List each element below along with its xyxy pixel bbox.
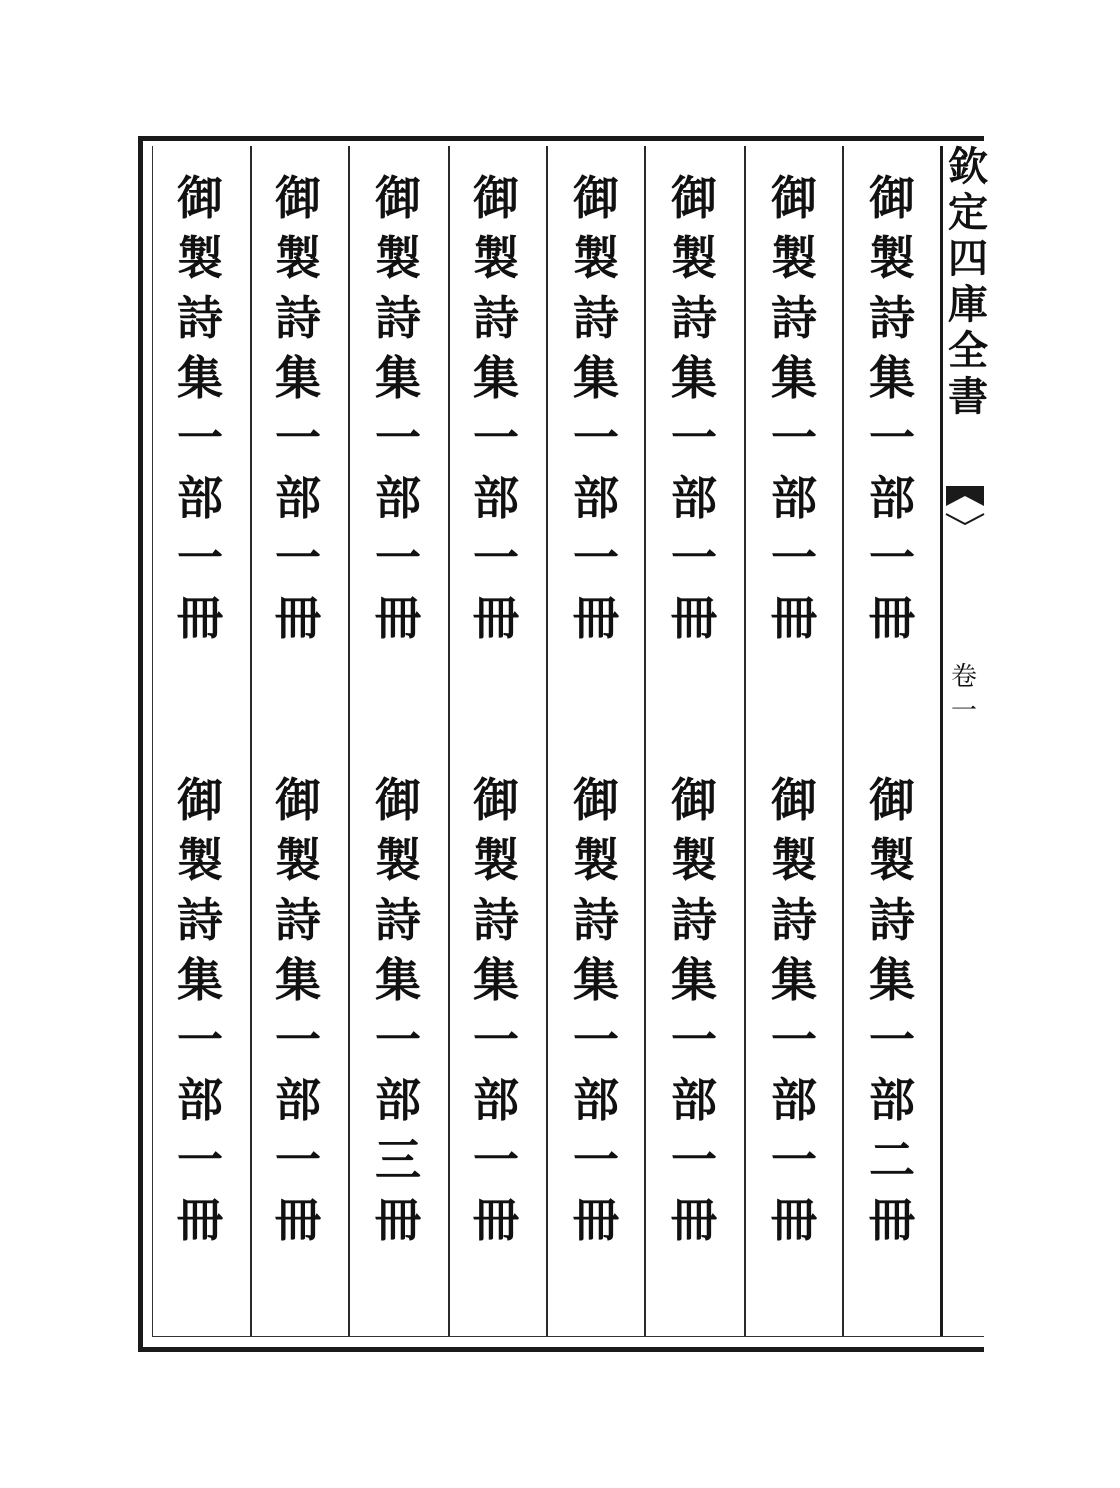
entry-char: 一 <box>177 1133 223 1187</box>
entry-char: 一 <box>177 411 223 465</box>
entry-top-column <box>662 168 726 648</box>
entry-bottom-column <box>464 770 528 1250</box>
entry-char: 部 <box>671 1073 717 1127</box>
entry-char: 詩 <box>375 291 421 345</box>
entry-char: 一 <box>771 411 817 465</box>
entry-char: 部 <box>671 471 717 525</box>
entry-char: 集 <box>671 351 717 405</box>
entry-char: 一 <box>771 531 817 585</box>
entry-bottom-column <box>266 770 330 1250</box>
entry-char: 冊 <box>671 1193 717 1247</box>
entry-top-column <box>266 168 330 648</box>
entry-char: 一 <box>869 411 915 465</box>
entry-char: 一 <box>869 531 915 585</box>
title-char: 欽 <box>948 143 988 190</box>
entry-char: 詩 <box>573 893 619 947</box>
entry-char: 一 <box>771 1013 817 1067</box>
entry-char: 一 <box>275 531 321 585</box>
entry-char: 一 <box>473 1133 519 1187</box>
inner-bottom-rule <box>152 1336 984 1337</box>
entry-char: 製 <box>771 833 817 887</box>
entry-char: 一 <box>375 411 421 465</box>
entry-char: 御 <box>671 171 717 225</box>
entry-char: 三 <box>375 1133 421 1187</box>
entry-char: 集 <box>275 351 321 405</box>
entry-bottom-column <box>564 770 628 1250</box>
entry-char: 詩 <box>573 291 619 345</box>
entry-char: 集 <box>771 953 817 1007</box>
entry-char: 冊 <box>473 1193 519 1247</box>
column-rule <box>448 146 450 1336</box>
entry-char: 製 <box>869 833 915 887</box>
entry-char: 部 <box>771 471 817 525</box>
entry-char: 集 <box>375 953 421 1007</box>
entry-char: 集 <box>275 953 321 1007</box>
entry-char: 冊 <box>375 1193 421 1247</box>
entry-char: 部 <box>771 1073 817 1127</box>
entry-char: 冊 <box>275 1193 321 1247</box>
entry-char: 御 <box>573 171 619 225</box>
entry-char: 詩 <box>177 291 223 345</box>
title-char: 定 <box>948 189 988 236</box>
entry-char: 製 <box>473 231 519 285</box>
entry-char: 一 <box>473 531 519 585</box>
entry-char: 製 <box>573 833 619 887</box>
entry-char: 部 <box>375 471 421 525</box>
entry-char: 御 <box>275 773 321 827</box>
entry-char: 詩 <box>275 291 321 345</box>
entry-char: 部 <box>869 471 915 525</box>
entry-char: 製 <box>275 833 321 887</box>
entry-char: 一 <box>671 1133 717 1187</box>
running-head-volume <box>944 660 984 728</box>
entry-char: 一 <box>275 1013 321 1067</box>
entry-char: 製 <box>473 833 519 887</box>
entry-char: 冊 <box>177 591 223 645</box>
entry-bottom-column <box>366 770 430 1250</box>
entry-char: 製 <box>671 231 717 285</box>
entry-char: 御 <box>473 773 519 827</box>
entry-char: 冊 <box>573 591 619 645</box>
entry-char: 一 <box>573 411 619 465</box>
entry-top-column <box>860 168 924 648</box>
entry-char: 御 <box>771 171 817 225</box>
entry-top-column <box>366 168 430 648</box>
entry-top-column <box>464 168 528 648</box>
column-rule <box>348 146 350 1336</box>
entry-char: 一 <box>473 1013 519 1067</box>
entry-char: 詩 <box>869 893 915 947</box>
entry-char: 部 <box>275 471 321 525</box>
entry-bottom-column <box>168 770 232 1250</box>
entry-char: 御 <box>573 773 619 827</box>
volume-char: 卷 <box>950 662 977 692</box>
entry-char: 御 <box>671 773 717 827</box>
entry-char: 一 <box>771 1133 817 1187</box>
entry-char: 御 <box>473 171 519 225</box>
entry-char: 集 <box>573 351 619 405</box>
entry-char: 御 <box>275 171 321 225</box>
entry-char: 製 <box>573 231 619 285</box>
column-rule <box>644 146 646 1336</box>
running-head-title <box>944 144 992 420</box>
entry-bottom-column <box>762 770 826 1250</box>
entry-char: 集 <box>671 953 717 1007</box>
volume-char: 一 <box>950 696 977 726</box>
column-rule <box>744 146 746 1336</box>
entry-top-column <box>762 168 826 648</box>
entry-char: 部 <box>573 1073 619 1127</box>
entry-char: 一 <box>473 411 519 465</box>
entry-char: 製 <box>869 231 915 285</box>
entry-char: 冊 <box>771 1193 817 1247</box>
entry-char: 部 <box>375 1073 421 1127</box>
entry-char: 冊 <box>573 1193 619 1247</box>
entry-char: 集 <box>177 351 223 405</box>
entry-char: 詩 <box>771 893 817 947</box>
entry-char: 一 <box>671 531 717 585</box>
entry-bottom-column <box>860 770 924 1250</box>
entry-char: 冊 <box>771 591 817 645</box>
entry-char: 一 <box>275 1133 321 1187</box>
entry-char: 一 <box>177 531 223 585</box>
entry-char: 集 <box>375 351 421 405</box>
entry-char: 一 <box>671 411 717 465</box>
page-frame <box>138 136 984 1352</box>
entry-char: 部 <box>573 471 619 525</box>
entry-char: 部 <box>473 471 519 525</box>
title-char: 全 <box>948 327 988 374</box>
title-char: 四 <box>948 235 988 282</box>
entry-char: 冊 <box>177 1193 223 1247</box>
entry-char: 御 <box>177 773 223 827</box>
entry-char: 集 <box>473 953 519 1007</box>
title-char: 書 <box>948 373 988 420</box>
entry-char: 冊 <box>375 591 421 645</box>
inner-left-rule <box>152 146 153 1336</box>
entry-char: 集 <box>869 351 915 405</box>
entry-char: 御 <box>869 171 915 225</box>
column-rule <box>546 146 548 1336</box>
entry-char: 詩 <box>375 893 421 947</box>
entry-char: 一 <box>671 1013 717 1067</box>
entry-char: 冊 <box>671 591 717 645</box>
entry-char: 集 <box>177 953 223 1007</box>
entry-char: 詩 <box>275 893 321 947</box>
entry-char: 冊 <box>473 591 519 645</box>
entry-char: 製 <box>177 231 223 285</box>
entry-char: 一 <box>275 411 321 465</box>
entry-char: 詩 <box>671 291 717 345</box>
entry-char: 集 <box>573 953 619 1007</box>
entry-char: 一 <box>375 531 421 585</box>
entry-char: 部 <box>473 1073 519 1127</box>
column-rule <box>250 146 252 1336</box>
entry-char: 製 <box>375 231 421 285</box>
entry-char: 製 <box>671 833 717 887</box>
entry-char: 一 <box>177 1013 223 1067</box>
entry-char: 一 <box>869 1013 915 1067</box>
entry-char: 御 <box>771 773 817 827</box>
entry-char: 冊 <box>869 591 915 645</box>
entry-char: 詩 <box>473 291 519 345</box>
entry-top-column <box>564 168 628 648</box>
column-rule <box>940 146 943 1336</box>
entry-char: 冊 <box>275 591 321 645</box>
entry-char: 詩 <box>177 893 223 947</box>
entry-char: 部 <box>869 1073 915 1127</box>
entry-char: 集 <box>473 351 519 405</box>
entry-char: 一 <box>573 1013 619 1067</box>
entry-char: 一 <box>573 531 619 585</box>
entry-bottom-column <box>662 770 726 1250</box>
entry-char: 製 <box>375 833 421 887</box>
entry-char: 部 <box>177 471 223 525</box>
entry-char: 一 <box>375 1013 421 1067</box>
entry-char: 集 <box>869 953 915 1007</box>
entry-char: 詩 <box>771 291 817 345</box>
entry-char: 部 <box>275 1073 321 1127</box>
entry-char: 部 <box>177 1073 223 1127</box>
entry-char: 冊 <box>869 1193 915 1247</box>
entry-char: 詩 <box>473 893 519 947</box>
entry-char: 御 <box>177 171 223 225</box>
entry-char: 御 <box>869 773 915 827</box>
entry-char: 御 <box>375 773 421 827</box>
entry-char: 製 <box>771 231 817 285</box>
title-char: 庫 <box>948 281 988 328</box>
column-rule <box>842 146 844 1336</box>
entry-char: 製 <box>275 231 321 285</box>
entry-char: 詩 <box>671 893 717 947</box>
entry-char: 集 <box>771 351 817 405</box>
entry-top-column <box>168 168 232 648</box>
entry-char: 二 <box>869 1133 915 1187</box>
entry-char: 御 <box>375 171 421 225</box>
entry-char: 製 <box>177 833 223 887</box>
entry-char: 詩 <box>869 291 915 345</box>
entry-char: 一 <box>573 1133 619 1187</box>
fishtail-mark-icon <box>944 484 986 534</box>
